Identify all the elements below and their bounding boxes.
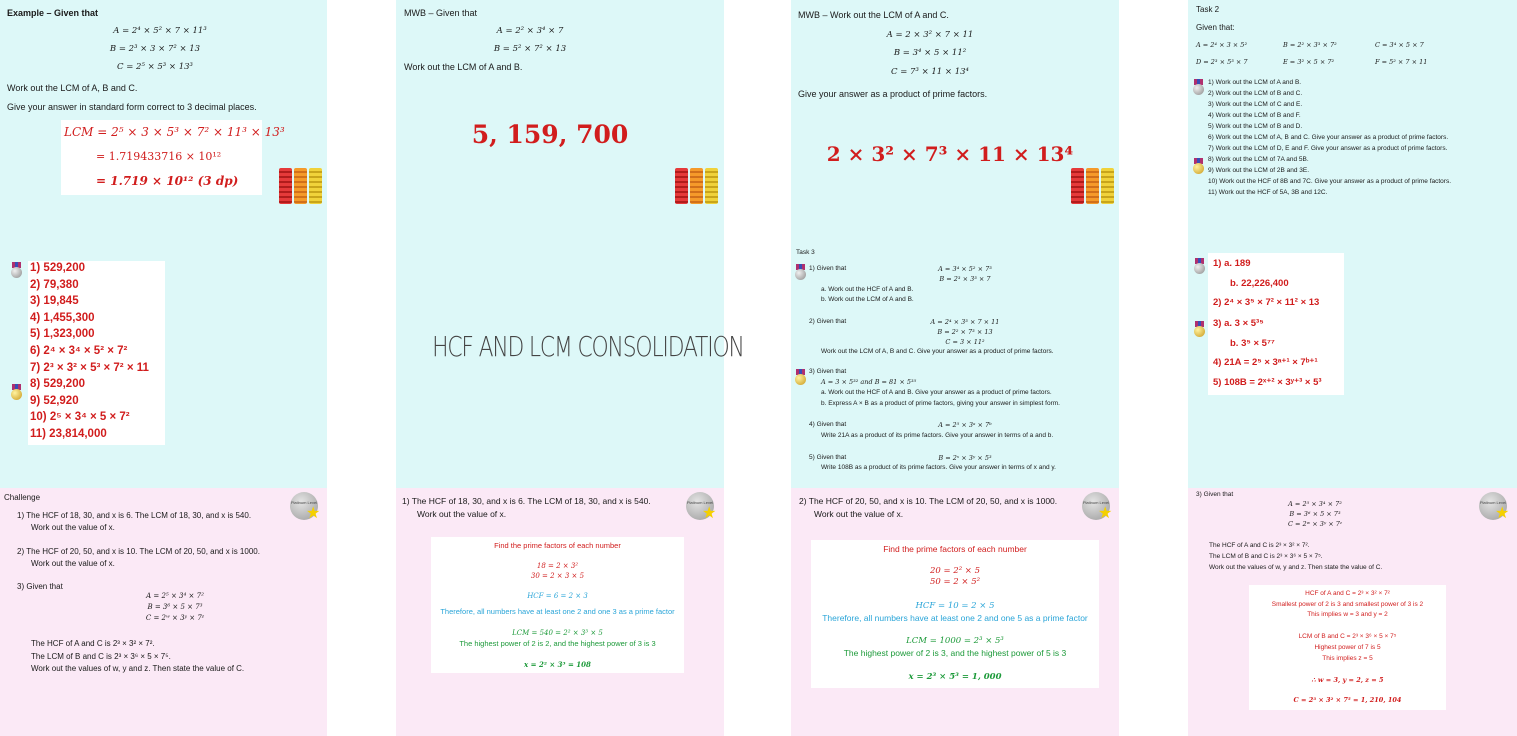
solution3-b: B = 3⁶ × 5 × 7³	[1289, 510, 1341, 518]
solution3-s3: This implies w = 3 and y = 2	[1307, 611, 1388, 618]
challenge-l2: The LCM of B and C is 2³ × 3⁶ × 5 × 7⁵.	[31, 652, 171, 661]
solution1-f1: 18 = 2 × 3²	[536, 562, 579, 570]
task3-q4-def: A = 2⁵ × 3ᵃ × 7ᵇ	[938, 421, 992, 429]
mwb2-answer: 2 × 3² × 7³ × 11 × 13⁴	[826, 142, 1074, 166]
task2-item: 10) Work out the HCF of 8B and 7C. Give your answer as a product of prime factors.	[1208, 178, 1452, 185]
task2-item: 4) Work out the LCM of B and F.	[1208, 112, 1301, 119]
answer-item: 3) a. 3 × 5³⁵	[1213, 318, 1264, 329]
solution3-l2: The LCM of B and C is 2³ × 3⁶ × 5 × 7⁵.	[1209, 553, 1323, 560]
challenge-c: C = 2ʷ × 3ʸ × 7ᶻ	[145, 614, 205, 622]
solution1-therefore: Therefore, all numbers have at least one 2 and one 3 as a prime factor	[440, 607, 675, 616]
task3-q2-text: Work out the LCM of A, B and C. Give your answer as a product of prime factors.	[821, 348, 1054, 355]
task3-q2a-def: A = 2⁴ × 3³ × 7 × 11	[930, 318, 1000, 326]
solution3-q: 3) Given that	[1196, 491, 1234, 498]
silver-medal-icon	[1193, 79, 1204, 95]
task3-q2c-def: C = 3 × 11²	[945, 338, 985, 346]
task2-given: Given that:	[1196, 23, 1235, 32]
mwb1-a: A = 2² × 3⁴ × 7	[496, 26, 564, 36]
answer-item: 7) 2³ × 3² × 5³ × 7² × 11	[30, 361, 149, 374]
solution1-q1: 1) The HCF of 18, 30, and x is 6. The LCM of 18, 30, and x is 540.	[402, 496, 651, 506]
example-c: C = 2⁵ × 5³ × 13³	[117, 62, 193, 72]
solution3-a: A = 2⁵ × 3⁴ × 7²	[1288, 500, 1342, 508]
solution1-highest: The highest power of 2 is 2, and the highest power of 3 is 3	[459, 639, 656, 648]
textbook-icon	[675, 168, 719, 204]
task3-q1: 1) Given that	[809, 265, 847, 272]
challenge-q2b: Work out the value of x.	[31, 559, 115, 568]
challenge-a: A = 2⁵ × 3⁴ × 7²	[146, 592, 204, 600]
silver-medal-icon	[11, 262, 22, 278]
platinum-level-icon: Platinum Level ★	[1479, 492, 1511, 524]
task2-b: B = 2² × 3³ × 7²	[1283, 41, 1337, 49]
textbook-icon	[279, 168, 323, 204]
task3-q2b-def: B = 2² × 7³ × 13	[937, 328, 993, 336]
challenge-l1: The HCF of A and C is 2³ × 3² × 7².	[31, 639, 155, 648]
challenge-b: B = 3⁶ × 5 × 7³	[147, 603, 203, 611]
solution3-l3: Work out the values of w, y and z. Then state the value of C.	[1209, 564, 1383, 571]
task3-q3-given: A = 3 × 5³² and B = 81 × 5³⁵	[821, 378, 917, 386]
solution2-f1: 20 = 2² × 5	[929, 566, 981, 576]
solution1-head: Find the prime factors of each number	[494, 541, 621, 550]
mwb2-title: MWB – Work out the LCM of A and C.	[798, 10, 949, 20]
solution3-s6: This implies z = 5	[1322, 655, 1373, 662]
task3-q1b: b. Work out the LCM of A and B.	[821, 296, 914, 303]
answer-item: 5) 1,323,000	[30, 328, 95, 341]
challenge-l3: Work out the values of w, y and z. Then state the value of C.	[31, 664, 245, 673]
answer-item: 5) 108B = 2ˣ⁺² × 3ʸ⁺³ × 5³	[1213, 377, 1322, 388]
solution1-x: x = 2² × 3³ = 108	[524, 660, 591, 669]
task2-e: E = 3² × 5 × 7²	[1283, 58, 1335, 66]
answer-item: 3) 19,845	[30, 295, 79, 308]
example-b: B = 2³ × 3 × 7² × 13	[109, 44, 201, 54]
task2-item: 2) Work out the LCM of B and C.	[1208, 90, 1303, 97]
challenge-q1b: Work out the value of x.	[31, 523, 115, 532]
mwb1-title: MWB – Given that	[404, 8, 478, 18]
task3-q4-text: Write 21A as a product of its prime factors. Give your answer in terms of a and b.	[821, 432, 1054, 439]
example-answer-3: = 1.719 × 10¹² (3 dp)	[96, 174, 239, 188]
answer-item: 2) 2⁴ × 3⁵ × 7² × 11² × 13	[1213, 297, 1320, 308]
challenge-q2: 2) The HCF of 20, 50, and x is 10. The LCM of 20, 50, and x is 1000.	[17, 547, 260, 556]
task2-item: 11) Work out the HCF of 5A, 3B and 12C.	[1208, 189, 1328, 196]
answer-item: 4) 1,455,300	[30, 311, 95, 324]
solution1-hcf: HCF = 6 = 2 × 3	[527, 592, 588, 600]
solution3-s5: Highest power of 7 is 5	[1314, 644, 1381, 651]
example-answer-1: LCM = 2⁵ × 3 × 5³ × 7² × 11³ × 13³	[64, 125, 285, 139]
solution2-f2: 50 = 2 × 5²	[929, 577, 981, 587]
answer-item: 1) 529,200	[30, 262, 85, 274]
task3-title: Task 3	[796, 249, 815, 256]
task2-title: Task 2	[1196, 5, 1220, 14]
task2-item: 1) Work out the LCM of A and B.	[1208, 79, 1302, 86]
mwb1-b: B = 5² × 7² × 13	[493, 44, 567, 54]
gold-medal-icon	[11, 384, 22, 400]
solution3-l1: The HCF of A and C is 2³ × 3² × 7².	[1209, 542, 1310, 549]
task3-q3: 3) Given that	[809, 368, 847, 375]
task2-item: 5) Work out the LCM of B and D.	[1208, 123, 1303, 130]
task2-d: D = 2³ × 5³ × 7	[1196, 58, 1248, 66]
task3-q3b: b. Express A × B as a product of prime factors, giving your answer in simplest form.	[821, 400, 1060, 407]
task2-item: 6) Work out the LCM of A, B and C. Give your answer as a product of prime factors.	[1208, 134, 1449, 141]
task3-q3a: a. Work out the HCF of A and B. Give your answer as a product of prime factors.	[821, 389, 1052, 396]
task3-q1b-def: B = 2³ × 3³ × 7	[939, 275, 991, 283]
answer-item: 4) 21A = 2⁵ × 3ᵃ⁺¹ × 7ᵇ⁺¹	[1213, 357, 1318, 368]
silver-medal-icon	[795, 264, 806, 280]
task2-a: A = 2⁴ × 3 × 5²	[1196, 41, 1248, 49]
textbook-icon	[1071, 168, 1115, 204]
example-q1: Work out the LCM of A, B and C.	[7, 83, 138, 93]
task2-f: F = 5² × 7 × 11	[1375, 58, 1428, 66]
solution3-s4: LCM of B and C = 2³ × 3⁶ × 5 × 7⁵	[1298, 633, 1397, 640]
gold-medal-icon	[1193, 158, 1204, 174]
platinum-level-icon: Platinum Level ★	[686, 492, 718, 524]
mwb2-question: Give your answer as a product of prime factors.	[798, 89, 988, 99]
task2-item: 7) Work out the LCM of D, E and F. Give your answer as a product of prime factors.	[1208, 145, 1448, 152]
solution2-lcm: LCM = 1000 = 2³ × 5³	[906, 636, 1004, 646]
solution3-s8: C = 2³ × 3² × 7⁵ = 1, 210, 104	[1293, 696, 1402, 704]
mwb1-question: Work out the LCM of A and B.	[404, 62, 523, 72]
challenge-q3: 3) Given that	[17, 582, 63, 591]
silver-medal-icon	[1194, 258, 1205, 274]
example-q2: Give your answer in standard form correct to 3 decimal places.	[7, 102, 257, 112]
solution1-f2: 30 = 2 × 3 × 5	[530, 572, 585, 580]
mwb2-c: C = 7³ × 11 × 13⁴	[891, 67, 969, 77]
answer-item: 9) 52,920	[30, 394, 79, 407]
answer-item: 11) 23,814,000	[30, 428, 107, 440]
task2-item: 9) Work out the LCM of 2B and 3E.	[1208, 167, 1310, 174]
solution3-c: C = 2ʷ × 3ʸ × 7ᶻ	[1287, 520, 1343, 528]
solution2-head: Find the prime factors of each number	[883, 544, 1027, 554]
example-a: A = 2⁴ × 5² × 7 × 11³	[113, 26, 207, 36]
answer-item: b. 3⁵ × 5⁷⁷	[1230, 338, 1275, 349]
solution3-s7: ∴ w = 3, y = 2, z = 5	[1311, 676, 1384, 684]
answer-item: 1) a. 189	[1213, 258, 1251, 269]
solution3-s1: HCF of A and C = 2³ × 3² × 7²	[1305, 590, 1390, 597]
solution2-highest: The highest power of 2 is 3, and the highest power of 5 is 3	[843, 648, 1067, 658]
answer-item: 10) 2⁵ × 3⁴ × 5 × 7²	[30, 411, 130, 424]
solution3-s2: Smallest power of 2 is 3 and smallest power of 3 is 2	[1271, 601, 1424, 608]
mwb2-b: B = 3⁴ × 5 × 11²	[893, 48, 967, 58]
task3-q1a: a. Work out the HCF of A and B.	[821, 286, 914, 293]
task3-q5: 5) Given that	[809, 454, 847, 461]
task3-q4: 4) Given that	[809, 421, 847, 428]
task3-q5-def: B = 2ˣ × 3ʸ × 5³	[938, 454, 992, 462]
answer-item: 8) 529,200	[30, 378, 85, 391]
solution1-box	[431, 537, 684, 673]
solution2-therefore: Therefore, all numbers have at least one 2 and one 5 as a prime factor	[822, 613, 1088, 623]
task2-panel	[1188, 0, 1517, 488]
solution1-lcm: LCM = 540 = 2² × 3³ × 5	[512, 629, 603, 637]
example-title: Example – Given that	[7, 8, 99, 18]
task3-q1a-def: A = 3⁴ × 5² × 7³	[938, 265, 992, 273]
solution2-hcf: HCF = 10 = 2 × 5	[915, 601, 995, 611]
challenge-title: Challenge	[4, 493, 41, 502]
solution2-q1: 2) The HCF of 20, 50, and x is 10. The LCM of 20, 50, and x is 1000.	[799, 496, 1058, 506]
task3-q2: 2) Given that	[809, 318, 847, 325]
solution2-x: x = 2³ × 5³ = 1, 000	[908, 672, 1002, 682]
solution2-q2: Work out the value of x.	[814, 509, 904, 519]
task2-c: C = 3⁴ × 5 × 7	[1375, 41, 1424, 49]
lesson-title: HCF AND LCM CONSOLIDATION	[432, 330, 744, 363]
mwb2-a: A = 2 × 3² × 7 × 11	[886, 30, 974, 40]
answer-item: b. 22,226,400	[1230, 278, 1289, 289]
answer-item: 6) 2⁴ × 3⁴ × 5² × 7²	[30, 345, 128, 357]
gold-medal-icon	[1194, 321, 1205, 337]
gold-medal-icon	[795, 369, 806, 385]
mwb-panel-1	[396, 0, 744, 488]
platinum-level-icon: Platinum Level ★	[290, 492, 322, 524]
task2-item: 8) Work out the LCM of 7A and 5B.	[1208, 156, 1309, 163]
task2-item: 3) Work out the LCM of C and E.	[1208, 101, 1303, 108]
answer-item: 2) 79,380	[30, 278, 79, 291]
task3-q5-text: Write 108B as a product of its prime factors. Give your answer in terms of x and y.	[821, 464, 1056, 471]
example-answer-2: = 1.719433716 × 10¹²	[96, 150, 222, 163]
solution1-q2: Work out the value of x.	[417, 509, 507, 519]
mwb1-answer: 5, 159, 700	[471, 120, 629, 149]
platinum-level-icon: Platinum Level ★	[1082, 492, 1114, 524]
challenge-q1: 1) The HCF of 18, 30, and x is 6. The LCM of 18, 30, and x is 540.	[17, 511, 252, 520]
